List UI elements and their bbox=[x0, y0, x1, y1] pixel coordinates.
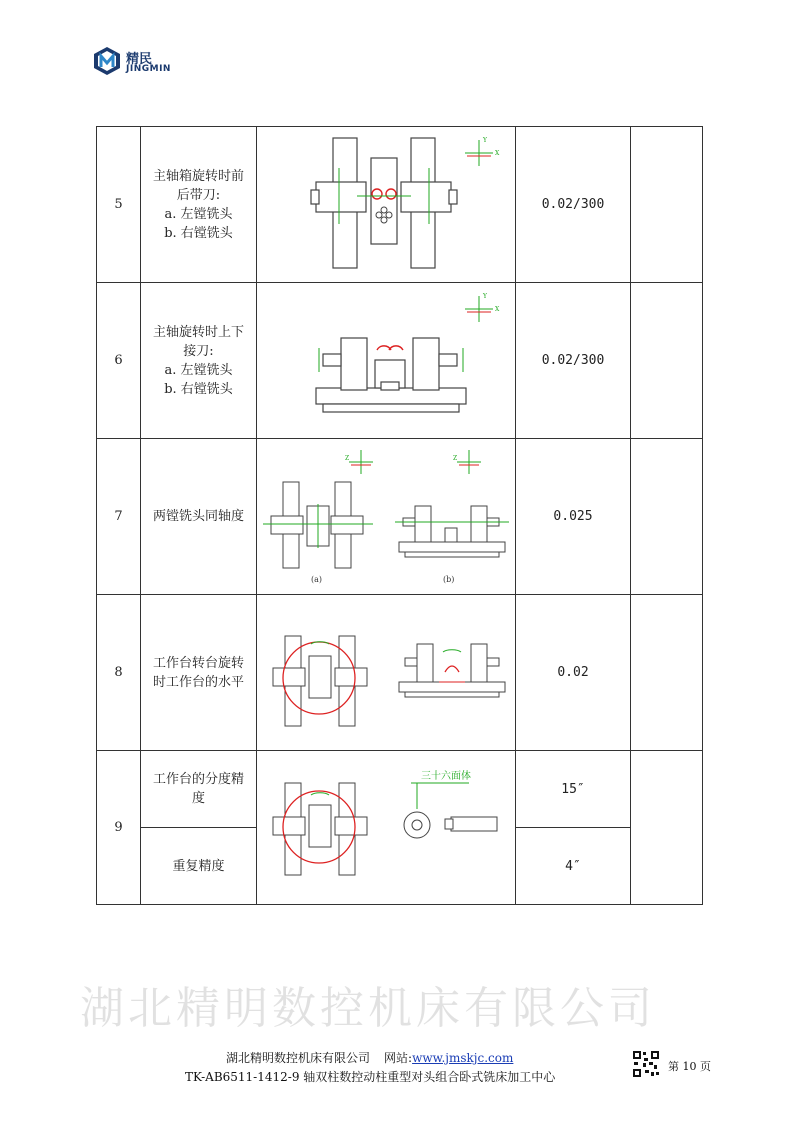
check-item: 工作台的分度精 度 bbox=[141, 751, 257, 828]
svg-text:Y: Y bbox=[483, 292, 487, 300]
page-number: 第 10 页 bbox=[668, 1060, 711, 1073]
diagram-cell bbox=[257, 439, 516, 595]
logo-text-cn: 精民 bbox=[126, 52, 153, 67]
jingmin-logo-icon bbox=[92, 46, 122, 76]
table-row bbox=[97, 595, 703, 751]
footer-doc-title: TK-AB6511-1412-9 轴双柱数控动柱重型对头组合卧式铣床加工中心 bbox=[185, 1070, 556, 1084]
inspection-table bbox=[96, 126, 703, 905]
actual-value-cell bbox=[631, 595, 703, 751]
check-item: 两镗铣头同轴度 bbox=[141, 439, 257, 595]
tolerance-value: 15″ bbox=[516, 751, 631, 828]
table-row bbox=[97, 127, 703, 283]
check-item: 主轴旋转时上下 接刀: a. 左镗铣头 b. 右镗铣头 bbox=[141, 283, 257, 439]
tolerance-value: 0.02/300 bbox=[516, 127, 631, 283]
diagram-cell bbox=[257, 127, 516, 283]
table-rotation-level-diagram bbox=[259, 600, 513, 746]
table-row bbox=[97, 439, 703, 595]
table-row bbox=[97, 751, 703, 828]
svg-text:Y: Y bbox=[483, 136, 487, 144]
check-item: 工作台转台旋转 时工作台的水平 bbox=[141, 595, 257, 751]
diagram-cell bbox=[257, 751, 516, 905]
qr-code-icon bbox=[632, 1050, 660, 1078]
row-number: 9 bbox=[97, 751, 141, 905]
footer-company-line bbox=[226, 1049, 513, 1066]
actual-value-cell bbox=[631, 283, 703, 439]
actual-value-cell bbox=[631, 439, 703, 595]
svg-text:Z: Z bbox=[345, 454, 350, 462]
check-item: 主轴箱旋转时前 后带刀: a. 左镗铣头 b. 右镗铣头 bbox=[141, 127, 257, 283]
footer-url-link[interactable]: www.jmskjc.com bbox=[412, 1051, 514, 1065]
logo-text-en: JINGMIN bbox=[126, 64, 171, 74]
actual-value-cell bbox=[631, 751, 703, 905]
row-number: 5 bbox=[97, 127, 141, 283]
svg-text:三十六面体: 三十六面体 bbox=[421, 770, 471, 782]
tolerance-value: 0.02 bbox=[516, 595, 631, 751]
actual-value-cell bbox=[631, 127, 703, 283]
diagram-cell bbox=[257, 283, 516, 439]
check-item-repeat: 重复精度 bbox=[141, 828, 257, 905]
svg-text:X: X bbox=[495, 149, 500, 157]
coaxiality-diagram bbox=[259, 444, 513, 590]
row-number: 8 bbox=[97, 595, 141, 751]
table-row bbox=[97, 283, 703, 439]
svg-text:(a): (a) bbox=[311, 574, 323, 584]
svg-text:(b): (b) bbox=[443, 574, 455, 584]
footer-company: 湖北精明数控机床有限公司 bbox=[226, 1051, 371, 1065]
row-number: 6 bbox=[97, 283, 141, 439]
tolerance-value-repeat: 4″ bbox=[516, 828, 631, 905]
svg-text:X: X bbox=[495, 305, 500, 313]
svg-text:Z: Z bbox=[453, 454, 458, 462]
company-logo bbox=[92, 44, 212, 84]
spindle-front-back-diagram bbox=[261, 132, 511, 278]
footer-web-label: 网站: bbox=[384, 1051, 413, 1065]
tolerance-value: 0.025 bbox=[516, 439, 631, 595]
row-number: 7 bbox=[97, 439, 141, 595]
tolerance-value: 0.02/300 bbox=[516, 283, 631, 439]
indexing-accuracy-diagram bbox=[259, 753, 513, 903]
spindle-up-down-diagram bbox=[261, 288, 511, 434]
diagram-cell bbox=[257, 595, 516, 751]
watermark: 湖北精明数控机床有限公司 bbox=[80, 983, 656, 1034]
